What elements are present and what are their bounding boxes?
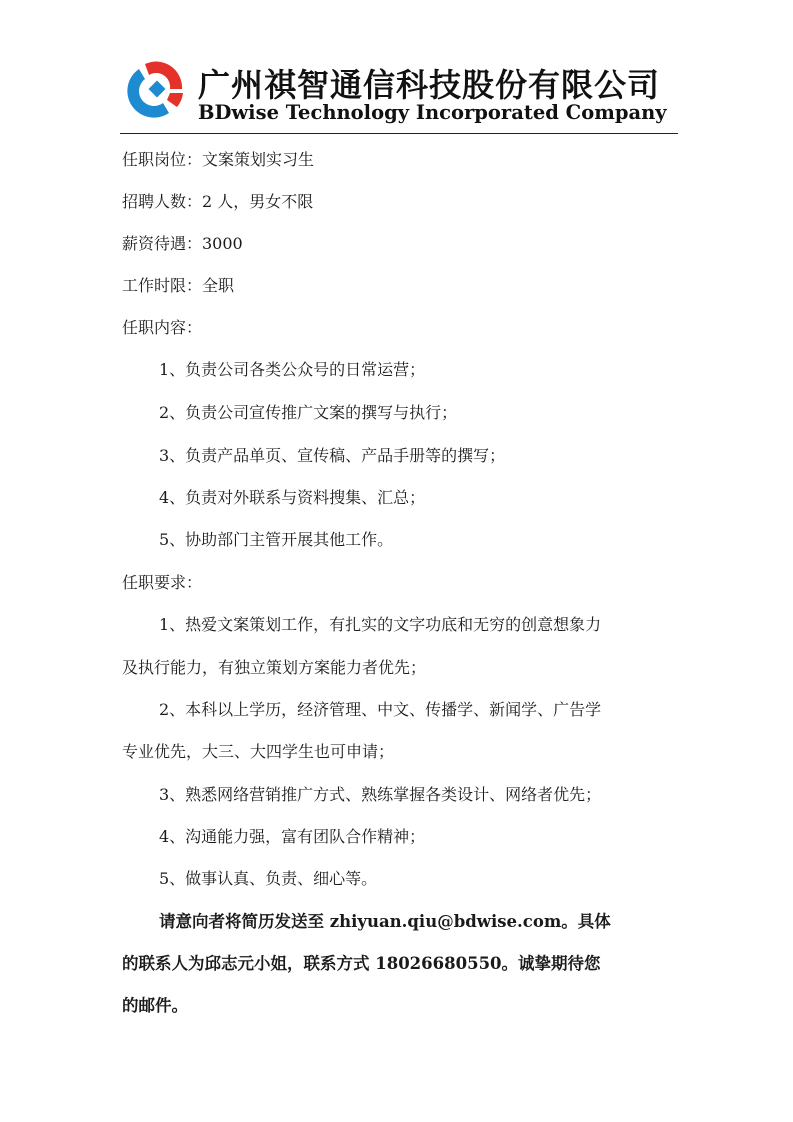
requirement-item-continued: 专业优先，大三、大四学生也可申请； xyxy=(122,742,395,761)
header-divider xyxy=(120,133,678,134)
duties-title: 任职内容： xyxy=(122,318,203,337)
requirements-title: 任职要求： xyxy=(122,573,203,592)
job-salary: 薪资待遇：3000 xyxy=(122,234,243,253)
requirement-item: 3、熟悉网络营销推广方式、熟练掌握各类设计、网络者优先； xyxy=(159,785,602,804)
duty-item: 1、负责公司各类公众号的日常运营； xyxy=(159,360,426,379)
duty-item: 2、负责公司宣传推广文案的撰写与执行； xyxy=(159,403,458,422)
requirement-item: 5、做事认真、负责、细心等。 xyxy=(159,869,378,888)
contact-line: 的邮件。 xyxy=(122,996,188,1015)
company-name-cn: 广州祺智通信科技股份有限公司 xyxy=(198,66,661,104)
duty-item: 5、协助部门主管开展其他工作。 xyxy=(159,530,394,549)
contact-line: 请意向者将简历发送至 zhiyuan.qiu@bdwise.com。具体 xyxy=(159,912,611,931)
contact-line: 的联系人为邱志元小姐，联系方式 18026680550。诚挚期待您 xyxy=(122,954,601,973)
duty-item: 4、负责对外联系与资料搜集、汇总； xyxy=(159,488,426,507)
job-work-time: 工作时限：全职 xyxy=(122,276,235,295)
requirement-item-continued: 及执行能力，有独立策划方案能力者优先； xyxy=(122,658,427,677)
requirement-item: 2、本科以上学历，经济管理、中文、传播学、新闻学、广告学 xyxy=(159,700,602,719)
letterhead xyxy=(122,52,682,134)
job-position: 任职岗位：文案策划实习生 xyxy=(122,150,315,169)
duty-item: 3、负责产品单页、宣传稿、产品手册等的撰写； xyxy=(159,446,506,465)
bdwise-logo-icon xyxy=(127,59,187,119)
requirement-item: 1、热爱文案策划工作，有扎实的文字功底和无穷的创意想象力 xyxy=(159,615,602,634)
requirement-item: 4、沟通能力强，富有团队合作精神； xyxy=(159,827,426,846)
company-name-en: BDwise Technology Incorporated Company xyxy=(198,101,667,124)
job-headcount: 招聘人数：2 人，男女不限 xyxy=(122,192,314,211)
